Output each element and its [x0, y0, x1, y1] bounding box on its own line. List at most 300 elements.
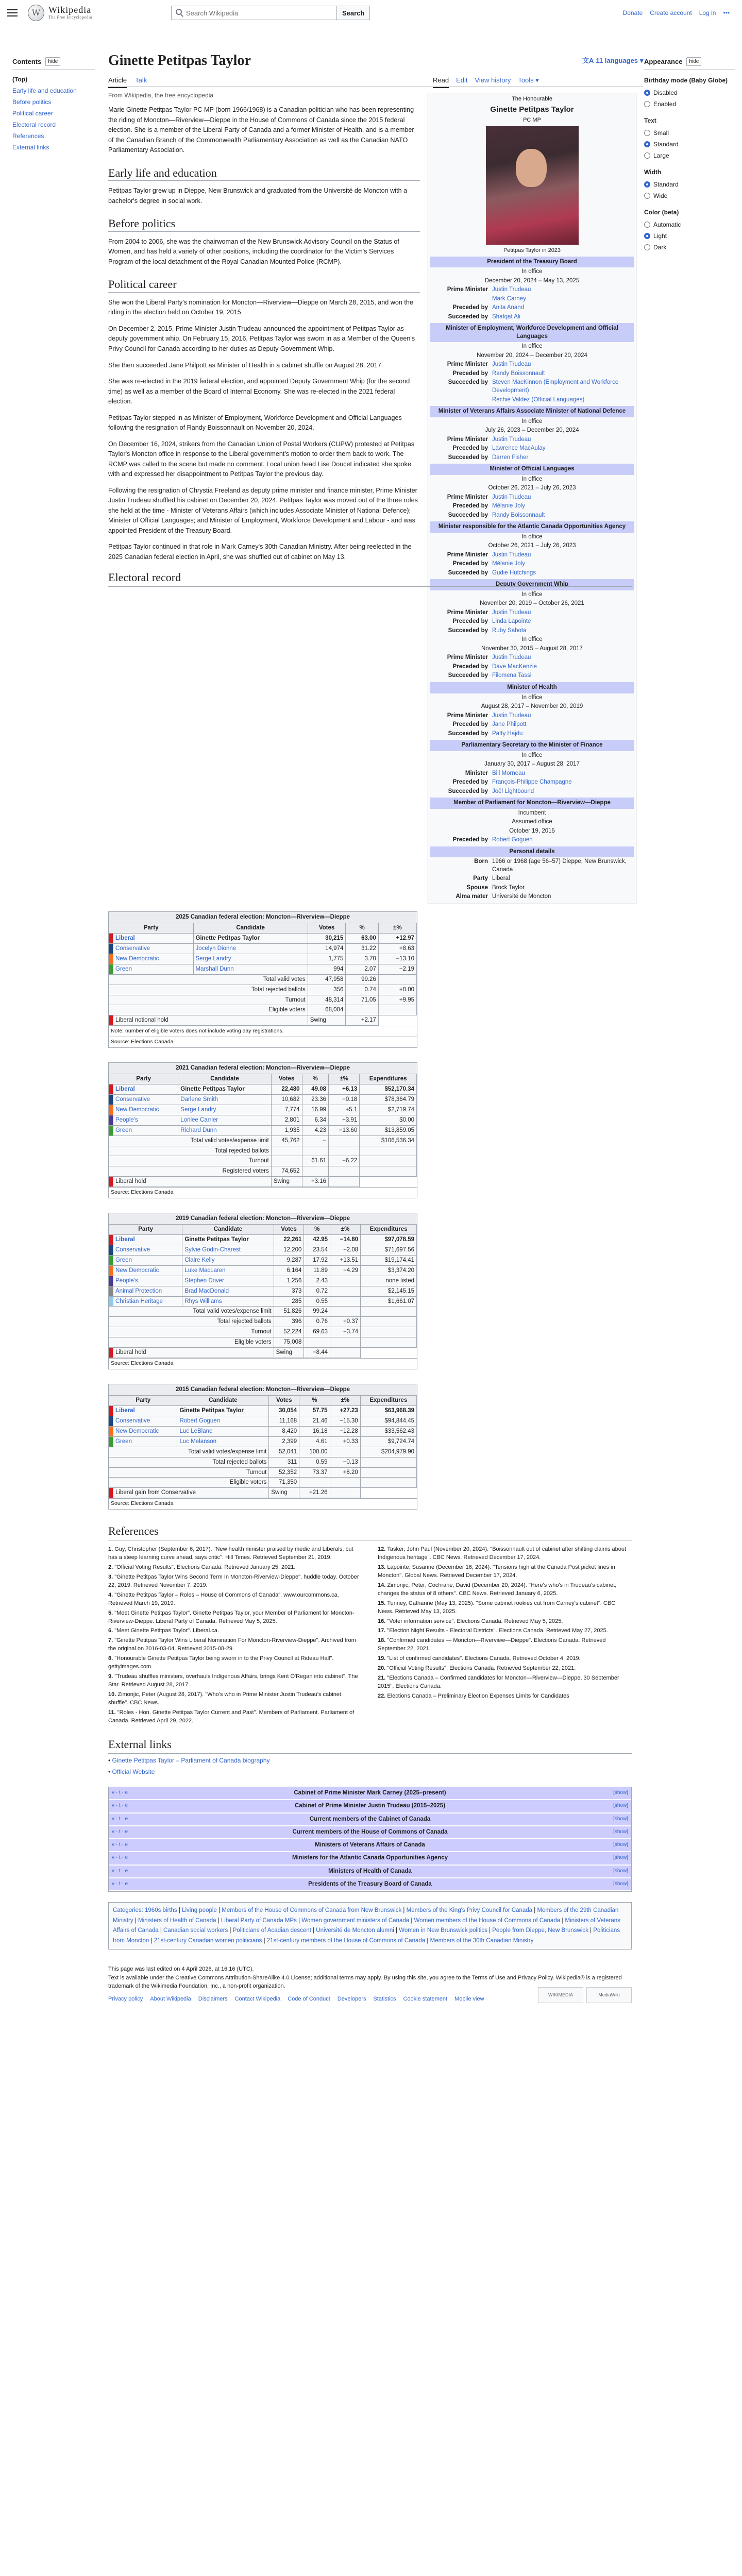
result-color-swatch: [109, 1177, 113, 1187]
infobox-row-label: Succeeded by: [448, 379, 488, 386]
navbox-show-button[interactable]: [show]: [613, 1828, 628, 1835]
candidate-cell[interactable]: Luke MacLaren: [182, 1265, 274, 1276]
total-value: [360, 1146, 417, 1156]
infobox-row: [430, 626, 634, 636]
radio-icon[interactable]: [644, 193, 650, 199]
candidate-cell[interactable]: Ginette Petitpas Taylor: [182, 1234, 274, 1245]
infobox-office-title[interactable]: Minister of Veterans Affairs Associate Minister of National Defence: [430, 406, 634, 417]
footer-link[interactable]: About Wikipedia: [150, 1995, 191, 2002]
infobox-row-value[interactable]: Justin Trudeau: [492, 286, 531, 293]
user-link-2[interactable]: Log in: [699, 9, 716, 16]
toc-hide-button[interactable]: hide: [45, 57, 60, 66]
infobox-row-label: Spouse: [466, 884, 488, 891]
main-menu-icon[interactable]: [6, 8, 19, 18]
radio-icon[interactable]: [644, 181, 650, 188]
infobox-row-label: Prime Minister: [447, 361, 488, 368]
radio-icon[interactable]: [644, 130, 650, 136]
appearance-option[interactable]: [644, 190, 735, 201]
party-color-swatch: [109, 1255, 113, 1265]
infobox-row-value[interactable]: Lawrence MacAulay: [492, 445, 546, 452]
candidate-cell[interactable]: Serge Landry: [193, 954, 308, 964]
navbox-show-button[interactable]: [show]: [613, 1803, 628, 1809]
table-header: Party: [109, 1074, 178, 1084]
value-cell: 9,287: [274, 1255, 304, 1265]
appearance-option[interactable]: [644, 230, 735, 242]
category-link[interactable]: 21st-century members of the House of Commons of Canada: [266, 1937, 426, 1944]
category-link[interactable]: Members of the King's Privy Council for Canada: [406, 1907, 533, 1913]
category-link[interactable]: Liberal Party of Canada MPs: [221, 1917, 297, 1924]
infobox-row: [430, 396, 634, 405]
category-link[interactable]: 1960s births: [145, 1907, 177, 1913]
navbox-show-button[interactable]: [show]: [613, 1868, 628, 1874]
toc-item[interactable]: (Top): [12, 75, 28, 83]
navbox-vte[interactable]: v · t · e: [112, 1855, 128, 1861]
candidate-cell[interactable]: Luc Melanson: [177, 1436, 269, 1447]
navbox-vte[interactable]: v · t · e: [112, 1880, 128, 1887]
party-cell[interactable]: Green: [113, 1255, 182, 1265]
candidate-cell[interactable]: Marshall Dunn: [193, 964, 308, 974]
reference-text[interactable]: Lapointe, Susanne (December 16, 2024). "Tensions high at the Canada Post picket lines in Moncton". Global News. Retrieved December 17, 2024.: [378, 1564, 615, 1579]
navbox-vte[interactable]: v · t · e: [112, 1828, 128, 1835]
party-cell[interactable]: New Democratic: [113, 1426, 177, 1436]
reference-text[interactable]: "Ginette Petitpas Taylor – Roles – House of Commons of Canada". www.ourcommons.ca. Retrieved March 19, 2019.: [108, 1591, 339, 1606]
infobox-office-title[interactable]: President of the Treasury Board: [430, 257, 634, 268]
category-link[interactable]: Politicians from Moncton: [113, 1927, 620, 1944]
election-source[interactable]: Source: Elections Canada: [109, 1498, 417, 1509]
appearance-option[interactable]: [644, 179, 735, 190]
navbox-row[interactable]: [109, 1852, 631, 1865]
infobox-row-value[interactable]: Darren Fisher: [492, 454, 529, 461]
infobox-row-value[interactable]: Gudie Hutchings: [492, 569, 536, 576]
navbox-title[interactable]: Ministers for the Atlantic Canada Opportunities Agency: [292, 1855, 448, 1861]
footer-link[interactable]: Statistics: [373, 1995, 396, 2002]
toc-item[interactable]: Electoral record: [12, 121, 56, 128]
result-label: Liberal notional hold: [113, 1015, 308, 1026]
reference-text[interactable]: "Trudeau shuffles ministers, overhauls Indigenous Affairs, brings Kent O'Regan into cabinet". The Star. Retrieved August 28, 2017.: [108, 1673, 358, 1688]
infobox-office-title[interactable]: Minister responsible for the Atlantic Canada Opportunities Agency: [430, 521, 634, 533]
infobox-office-title[interactable]: Deputy Government Whip: [430, 579, 634, 590]
appearance-option[interactable]: [644, 219, 735, 230]
navbox-row[interactable]: [109, 1814, 631, 1826]
candidate-cell[interactable]: Jocelyn Dionne: [193, 943, 308, 954]
infobox-photo[interactable]: [486, 126, 579, 245]
navbox-row[interactable]: [109, 1800, 631, 1813]
swing-label: Swing: [308, 1015, 346, 1026]
reference-number: 15.: [378, 1600, 387, 1606]
election-source[interactable]: Source: Elections Canada: [109, 1358, 417, 1369]
table-row: [109, 1436, 417, 1447]
category-link[interactable]: Members of the House of Commons of Canada from New Brunswick: [222, 1907, 402, 1913]
navbox-row[interactable]: [109, 1839, 631, 1852]
value-cell: +0.33: [330, 1436, 360, 1447]
value-cell: 8,420: [269, 1426, 299, 1436]
candidate-cell[interactable]: Claire Kelly: [182, 1255, 274, 1265]
reference-text[interactable]: Zimonjic, Peter; Cochrane, David (December 20, 2024). "Here's who's in Trudeau's cabinet, changes the status of 8 others". CBC News. Retrieved January 6, 2025.: [378, 1582, 617, 1597]
election-source[interactable]: Source: Elections Canada: [109, 1037, 417, 1047]
appearance-option[interactable]: [644, 87, 735, 98]
infobox-office-title[interactable]: Minister of Official Languages: [430, 464, 634, 475]
party-cell[interactable]: Liberal: [113, 1084, 178, 1094]
infobox-row-value[interactable]: Anita Anand: [492, 304, 525, 311]
reference-text[interactable]: Tunney, Catharine (May 13, 2025). "Some cabinet rookies cut from Carney's cabinet". CBC News. Retrieved May 13, 2025.: [378, 1600, 616, 1615]
party-cell[interactable]: New Democratic: [113, 954, 194, 964]
navbox-show-button[interactable]: [show]: [613, 1842, 628, 1848]
infobox-row-value[interactable]: Rechie Valdez (Official Languages): [492, 396, 585, 403]
result-row: [109, 1177, 417, 1187]
reference-text[interactable]: Guy, Christopher (September 6, 2017). "New health minister praised by medic and Liberals, but has a steep learning curve ahead, says critic". Hill Times. Retrieved September 21, 2019.: [108, 1546, 353, 1561]
reference-number: 11.: [108, 1709, 117, 1716]
navbox-show-button[interactable]: [show]: [613, 1816, 628, 1822]
candidate-cell[interactable]: Ginette Petitpas Taylor: [193, 933, 308, 943]
infobox-row-value[interactable]: Justin Trudeau: [492, 551, 531, 558]
section-paragraph: Following the resignation of Chrystia Freeland as deputy prime minister and finance minister, Prime Minister Justin Trudeau shuffled his cabinet on December 20, 2024. Petitpas Taylor was moved out of the three roles she held at the time - Minister of Veterans Affairs (which includes Associate Minister of National Defence); Minister of Official Languages; and Minister of Employment, Workforce Development and Labour - and was appointed President of the Treasury Board.: [108, 486, 418, 534]
external-link[interactable]: [108, 1756, 632, 1765]
party-cell[interactable]: People's: [113, 1276, 182, 1286]
party-cell[interactable]: Green: [113, 1125, 178, 1136]
reference-text[interactable]: "List of confirmed candidates". Elections Canada. Retrieved October 4, 2019.: [387, 1655, 581, 1662]
search-input[interactable]: [171, 6, 337, 20]
reference-text[interactable]: "Election Night Results - Electoral Districts". Elections Canada. Retrieved May 27, 2025.: [387, 1628, 608, 1634]
radio-icon[interactable]: [644, 141, 650, 147]
category-link[interactable]: Université de Moncton alumni: [316, 1927, 394, 1934]
infobox-row-value[interactable]: Joël Lightbound: [492, 788, 534, 794]
appearance-hide-button[interactable]: hide: [686, 57, 701, 66]
reference-text[interactable]: Tasker, John Paul (November 20, 2024). "Boissonnault out of cabinet after shifting claims about Indigenous heritage". CBC News. Retrieved December 17, 2024.: [378, 1546, 627, 1561]
infobox-row-value[interactable]: Linda Lapointe: [492, 618, 531, 625]
tab-edit[interactable]: Edit: [456, 76, 468, 84]
infobox-personal-heading: Personal details: [430, 846, 634, 858]
table-header: Party: [109, 1395, 177, 1405]
total-row: [109, 1467, 417, 1478]
external-link-text[interactable]: Official Website: [112, 1768, 155, 1775]
party-cell[interactable]: Conservative: [113, 943, 194, 954]
infobox-row: [430, 617, 634, 626]
search-button[interactable]: Search: [337, 6, 370, 20]
infobox-row-value[interactable]: Robert Goguen: [492, 837, 533, 843]
value-cell: $1,661.07: [361, 1296, 417, 1307]
wikipedia-globe-icon: W: [28, 5, 44, 21]
appearance-option[interactable]: [644, 150, 735, 161]
navbox-title[interactable]: Ministers of Veterans Affairs of Canada: [315, 1842, 425, 1848]
infobox-row-label: Succeeded by: [448, 569, 488, 576]
language-button[interactable]: [582, 56, 644, 66]
infobox-row-label: Prime Minister: [447, 551, 488, 558]
reference-text[interactable]: "Confirmed candidates — Moncton—Riverview—Dieppe". Elections Canada. Retrieved September 22, 2021.: [378, 1637, 606, 1652]
reference-text[interactable]: "Voter information service". Elections Canada. Retrieved May 5, 2025.: [387, 1618, 563, 1624]
infobox-row-value[interactable]: Mélanie Joly: [492, 561, 525, 567]
candidate-cell[interactable]: Brad MacDonald: [182, 1286, 274, 1296]
footer-link[interactable]: Contact Wikipedia: [234, 1995, 281, 2002]
infobox-row-value[interactable]: Jane Philpott: [492, 721, 527, 728]
total-value: 47,958: [308, 974, 346, 985]
party-cell[interactable]: Green: [113, 964, 194, 974]
party-cell[interactable]: Christian Heritage: [113, 1296, 182, 1307]
reference-text[interactable]: Zimonjic, Peter (August 28, 2017). "Who's who in Prime Minister Justin Trudeau's cabinet shuffle". CBC News.: [108, 1691, 341, 1706]
radio-icon[interactable]: [644, 233, 650, 239]
appearance-option[interactable]: [644, 139, 735, 150]
infobox-row-value[interactable]: Justin Trudeau: [492, 654, 531, 661]
navbox-vte[interactable]: v · t · e: [112, 1803, 128, 1809]
total-value: [346, 1005, 378, 1015]
infobox-row-value[interactable]: Patty Hajdu: [492, 730, 523, 737]
candidate-cell[interactable]: Ginette Petitpas Taylor: [177, 1405, 269, 1416]
category-link[interactable]: Living people: [182, 1907, 217, 1913]
candidate-cell[interactable]: Ginette Petitpas Taylor: [178, 1084, 271, 1094]
toc-item[interactable]: External links: [12, 143, 49, 151]
infobox-row-label: Preceded by: [452, 779, 488, 786]
navbox-vte[interactable]: v · t · e: [112, 1842, 128, 1848]
toc-item[interactable]: Early life and education: [12, 87, 77, 94]
infobox-row-value[interactable]: Justin Trudeau: [492, 609, 531, 616]
reference-number: 10.: [108, 1691, 118, 1698]
candidate-cell[interactable]: Richard Dunn: [178, 1125, 271, 1136]
tab-article[interactable]: Article: [108, 75, 127, 88]
radio-icon[interactable]: [644, 152, 650, 159]
tab-read[interactable]: Read: [433, 75, 449, 88]
total-value: +8.20: [330, 1467, 360, 1478]
total-value: +9.95: [378, 995, 416, 1005]
category-link[interactable]: Ministers of Health of Canada: [138, 1917, 216, 1924]
navbox-vte[interactable]: v · t · e: [112, 1868, 128, 1874]
infobox-office-title[interactable]: Minister of Health: [430, 682, 634, 693]
value-cell: 31.22: [346, 943, 378, 954]
footer-link[interactable]: Mobile view: [454, 1995, 484, 2002]
category-link[interactable]: People from Dieppe, New Brunswick: [492, 1927, 588, 1934]
total-value: [360, 1457, 416, 1467]
infobox-row-value[interactable]: Shafqat Ali: [492, 313, 520, 320]
value-cell: 0.55: [304, 1296, 330, 1307]
radio-icon[interactable]: [644, 222, 650, 228]
reference-text[interactable]: "Ginette Petitpas Taylor Wins Second Term In Moncton-Riverview-Dieppe". huddle today. October 22, 2019. Retrieved November 7, 2019.: [108, 1573, 359, 1588]
infobox-office-title[interactable]: Member of Parliament for Moncton—Riverview—Dieppe: [430, 798, 634, 809]
category-link[interactable]: Members of the 30th Canadian Ministry: [430, 1937, 534, 1944]
navbox-vte[interactable]: v · t · e: [112, 1790, 128, 1795]
total-row: [109, 1317, 417, 1327]
category-link[interactable]: Women government ministers of Canada: [301, 1917, 410, 1924]
footer-link[interactable]: Cookie statement: [403, 1995, 448, 2002]
navbox-title[interactable]: Current members of the House of Commons of Canada: [292, 1828, 448, 1835]
infobox-row-value[interactable]: Ruby Sahota: [492, 627, 527, 634]
reference-text[interactable]: "Roles - Hon. Ginette Petitpas Taylor Current and Past". Members of Parliament. Parliament of Canada. Retrieved April 29, 2022.: [108, 1709, 355, 1724]
total-value: [299, 1478, 330, 1488]
total-row: [109, 1337, 417, 1348]
party-cell[interactable]: Animal Protection: [113, 1286, 182, 1296]
candidate-cell[interactable]: Sylvie Godin-Charest: [182, 1245, 274, 1255]
category-link[interactable]: Women members of the House of Commons of Canada: [414, 1917, 561, 1924]
language-count: 11 languages: [596, 57, 638, 64]
toc-item[interactable]: Political career: [12, 109, 53, 117]
value-cell: 285: [274, 1296, 304, 1307]
electoral-heading-text: Electoral record: [108, 571, 181, 584]
radio-icon[interactable]: [644, 244, 650, 250]
infobox-row-value[interactable]: Justin Trudeau: [492, 494, 531, 500]
table-header: ±%: [329, 1074, 360, 1084]
infobox-office-term: October 19, 2015: [509, 827, 555, 834]
candidate-cell[interactable]: Serge Landry: [178, 1105, 271, 1115]
party-color-swatch: [109, 1105, 113, 1115]
bullet: •: [108, 1768, 112, 1775]
appearance-option[interactable]: [644, 98, 735, 110]
infobox-row-label: Minister: [465, 770, 488, 776]
reference-text[interactable]: "Ginette Petitpas Taylor Wins Liberal Nomination For Moncton-Riverview-Dieppe". Archived from the original on 2016-03-04. Retrieved 2015-08-29.: [108, 1637, 356, 1652]
category-sep: |: [216, 1917, 221, 1924]
infobox-row: [430, 369, 634, 379]
tab-talk[interactable]: Talk: [135, 76, 147, 84]
infobox-row-label: Preceded by: [452, 618, 488, 625]
party-cell[interactable]: Conservative: [113, 1416, 177, 1426]
table-header: ±%: [378, 923, 416, 933]
tab-tools[interactable]: Tools ▾: [518, 76, 539, 84]
navbox-row[interactable]: [109, 1787, 631, 1800]
reference-number: 6.: [108, 1628, 115, 1634]
category-link[interactable]: 21st-century Canadian women politicians: [154, 1937, 262, 1944]
infobox-row-value[interactable]: Mark Carney: [492, 295, 526, 302]
value-cell: −4.29: [330, 1265, 361, 1276]
total-value: 48,314: [308, 995, 346, 1005]
infobox-row-value[interactable]: François-Philippe Champagne: [492, 779, 572, 786]
reference-text[interactable]: "Elections Canada – Confirmed candidates for Moncton—Riverview—Dieppe, 30 September 2015". Elections Canada.: [378, 1675, 619, 1690]
infobox-row-value[interactable]: Randy Boissonnault: [492, 512, 545, 518]
infobox-row-value[interactable]: Justin Trudeau: [492, 361, 531, 368]
navbox-row[interactable]: [109, 1878, 631, 1891]
candidate-cell[interactable]: Darlene Smith: [178, 1094, 271, 1105]
navbox-title[interactable]: Presidents of the Treasury Board of Canada: [308, 1880, 432, 1887]
category-link[interactable]: Politicians of Acadian descent: [232, 1927, 311, 1934]
infobox-row-value[interactable]: Justin Trudeau: [492, 436, 531, 443]
reference-number: 19.: [378, 1655, 387, 1662]
navbox-title[interactable]: Ministers of Health of Canada: [328, 1868, 412, 1874]
reference-text[interactable]: "Official Voting Results". Elections Canada. Retrieved September 22, 2021.: [387, 1665, 576, 1672]
swing-label: Swing: [269, 1488, 299, 1498]
navbox-title[interactable]: Cabinet of Prime Minister Justin Trudeau (2015–2025): [294, 1803, 446, 1809]
tab-view-history[interactable]: View history: [475, 76, 511, 84]
total-value: [378, 974, 416, 985]
infobox-row: [430, 711, 634, 721]
reference-item: [378, 1665, 632, 1673]
reference-text[interactable]: Elections Canada – Preliminary Election Expenses Limits for Candidates: [387, 1693, 569, 1699]
user-link-0[interactable]: Donate: [622, 9, 643, 16]
party-cell[interactable]: Conservative: [113, 1245, 182, 1255]
navbox-show-button[interactable]: [show]: [613, 1790, 628, 1795]
total-value: 51,826: [274, 1307, 304, 1317]
infobox-row-value[interactable]: Steven MacKinnon (Employment and Workforce Development): [492, 379, 619, 394]
candidate-cell[interactable]: Rhys Williams: [182, 1296, 274, 1307]
party-cell[interactable]: New Democratic: [113, 1105, 178, 1115]
external-link[interactable]: [108, 1767, 632, 1776]
appearance-panel: [644, 57, 735, 253]
footer-badge[interactable]: MediaWiki: [586, 1987, 632, 2003]
reference-item: [378, 1600, 632, 1616]
user-link-1[interactable]: Create account: [650, 9, 692, 16]
value-cell: 2.07: [346, 964, 378, 974]
infobox-row-value[interactable]: Randy Boissonnault: [492, 370, 545, 377]
candidate-cell[interactable]: Stephen Driver: [182, 1276, 274, 1286]
external-link-text[interactable]: Ginette Petitpas Taylor – Parliament of Canada biography: [112, 1756, 270, 1764]
party-cell[interactable]: People's: [113, 1115, 178, 1125]
infobox-row-label: Preceded by: [452, 561, 488, 567]
footer-link[interactable]: Privacy policy: [108, 1995, 143, 2002]
navbox-vte[interactable]: v · t · e: [112, 1816, 128, 1822]
infobox-row-label: Born: [474, 858, 488, 865]
party-cell[interactable]: Green: [113, 1436, 177, 1447]
category-link[interactable]: Canadian social workers: [163, 1927, 228, 1934]
navbox-title[interactable]: Current members of the Cabinet of Canada: [309, 1816, 431, 1822]
category-link[interactable]: Members of the 29th Canadian Ministry: [113, 1907, 619, 1924]
category-link[interactable]: Ministers of Veterans Affairs of Canada: [113, 1917, 620, 1934]
reference-text[interactable]: "Official Voting Results". Elections Canada. Retrieved January 25, 2021.: [114, 1564, 296, 1570]
value-cell: $19,174.41: [361, 1255, 417, 1265]
value-cell: +5.1: [329, 1105, 360, 1115]
total-value: 52,224: [274, 1327, 304, 1337]
candidate-cell[interactable]: Luc LeBlanc: [177, 1426, 269, 1436]
candidate-cell[interactable]: Robert Goguen: [177, 1416, 269, 1426]
total-value: [271, 1156, 302, 1166]
party-cell[interactable]: Liberal: [113, 1405, 177, 1416]
navbox-show-button[interactable]: [show]: [613, 1880, 628, 1887]
reference-text[interactable]: "Meet Ginette Petitpas Taylor". Liberal.ca.: [114, 1628, 219, 1634]
categories-label[interactable]: Categories:: [113, 1907, 145, 1913]
radio-icon[interactable]: [644, 90, 650, 96]
navbox-row[interactable]: [109, 1826, 631, 1839]
reference-number: 2.: [108, 1564, 115, 1570]
party-cell[interactable]: Liberal: [113, 933, 194, 943]
total-value: [378, 1005, 416, 1015]
infobox-row-value[interactable]: Justin Trudeau: [492, 712, 531, 719]
total-row: [109, 1457, 417, 1467]
total-value: 68,004: [308, 1005, 346, 1015]
navbox-show-button[interactable]: [show]: [613, 1855, 628, 1861]
navbox-title[interactable]: Cabinet of Prime Minister Mark Carney (2025–present): [294, 1790, 446, 1796]
value-cell: 23.36: [302, 1094, 329, 1105]
toc-item[interactable]: References: [12, 132, 44, 140]
infobox-row: [430, 892, 634, 902]
infobox-row-value[interactable]: Mélanie Joly: [492, 503, 525, 510]
infobox-row-value[interactable]: Bill Morneau: [492, 770, 525, 776]
party-cell[interactable]: Conservative: [113, 1094, 178, 1105]
section-paragraph: On December 2, 2015, Prime Minister Justin Trudeau announced the appointment of Petitpas Taylor as deputy government whip. On February 15, 2016, Petitpas Taylor was sworn in as a Member of the Queen's Privy Council for Canada according to her duties as Deputy Government Whip.: [108, 325, 415, 352]
infobox-office-title[interactable]: Parliamentary Secretary to the Minister of Finance: [430, 740, 634, 751]
wikipedia-logo[interactable]: [28, 5, 92, 21]
reference-text[interactable]: "Honourable Ginette Petitpas Taylor being sworn in to the Privy Council at Rideau Hall". gettyimages.com.: [108, 1655, 334, 1670]
reference-text[interactable]: "Meet Ginette Petitpas Taylor". Ginette Petitpas Taylor, your Member of Parliament for Moncton-Riverview-Dieppe. Liberal Party of Canada. Retrieved May 5, 2025.: [108, 1609, 355, 1624]
infobox-row-value[interactable]: Filomena Tassi: [492, 672, 532, 679]
infobox-row: [430, 730, 634, 739]
candidate-cell[interactable]: Lorilee Carrier: [178, 1115, 271, 1125]
appearance-option[interactable]: [644, 242, 735, 253]
footer-link[interactable]: Developers: [337, 1995, 366, 2002]
radio-icon[interactable]: [644, 101, 650, 107]
category-link[interactable]: Women in New Brunswick politics: [399, 1927, 487, 1934]
navboxes: [108, 1787, 632, 1892]
appearance-option[interactable]: [644, 127, 735, 139]
footer-link[interactable]: Disclaimers: [198, 1995, 228, 2002]
election-source[interactable]: Source: Elections Canada: [109, 1187, 417, 1198]
total-row: [109, 1156, 417, 1166]
user-link-3[interactable]: •••: [723, 9, 730, 16]
navbox-row[interactable]: [109, 1866, 631, 1878]
party-cell[interactable]: New Democratic: [113, 1265, 182, 1276]
infobox-office-title[interactable]: Minister of Employment, Workforce Development and Official Languages: [430, 323, 634, 342]
footer-link[interactable]: Code of Conduct: [288, 1995, 330, 2002]
reference-number: 16.: [378, 1618, 387, 1624]
toc-item[interactable]: Before politics: [12, 98, 52, 106]
value-cell: 21.46: [299, 1416, 330, 1426]
party-cell[interactable]: Liberal: [113, 1234, 182, 1245]
table-row: [109, 1245, 417, 1255]
infobox-office-term: Incumbent: [518, 809, 546, 816]
infobox-row-value[interactable]: Dave MacKenzie: [492, 663, 537, 670]
footer-badge[interactable]: WIKIMEDIA: [538, 1987, 583, 2003]
